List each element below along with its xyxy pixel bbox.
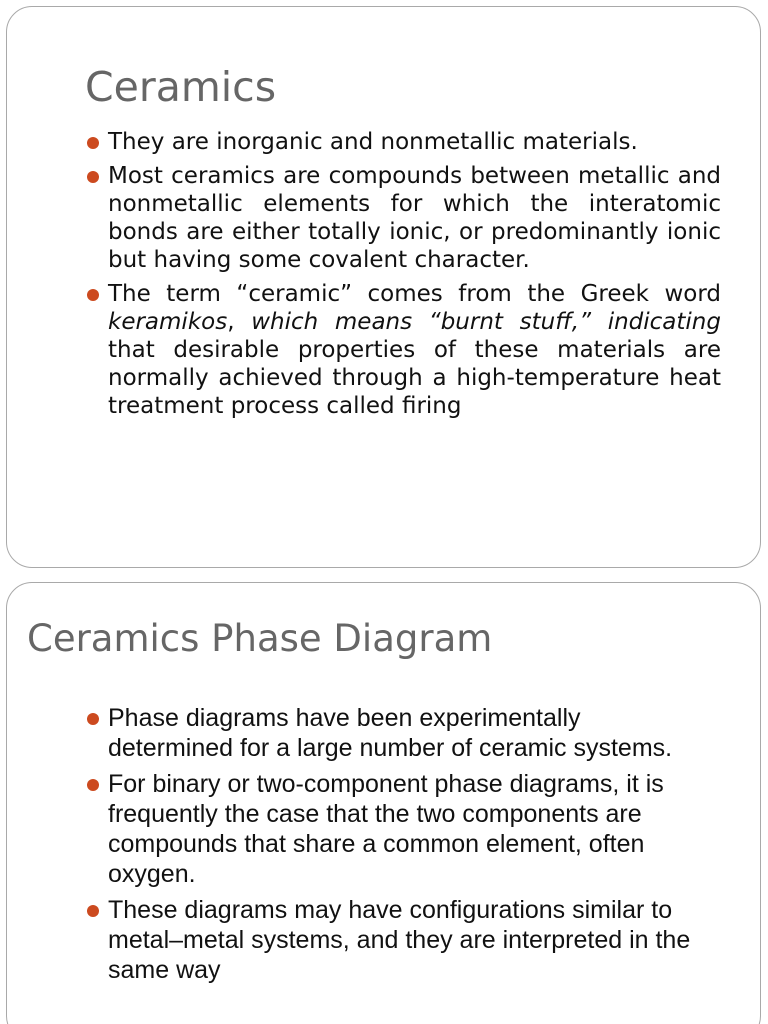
bullet-text-italic: which means “burnt stuff,” indicating [251,309,721,335]
bullet-text-part: The term “ceramic” comes from the Greek word [108,281,721,307]
bullet-item [85,703,705,763]
bullet-text-italic: keramikos [108,309,228,335]
bullet-dot-icon [87,713,99,725]
bullet-item [85,769,705,889]
bullet-dot-icon [87,289,99,301]
bullet-text: For binary or two-component phase diagrams, it is frequently the case that the two components are compounds that share a common element, often oxygen. [108,770,664,888]
slide-ceramics-phase-diagram [6,582,761,1024]
bullet-list [85,128,721,426]
bullet-dot-icon [87,171,99,183]
bullet-item [85,895,705,985]
bullet-item [85,280,721,420]
slide-title: Ceramics Phase Diagram [27,617,493,660]
bullet-dot-icon [87,137,99,149]
bullet-text: These diagrams may have configurations similar to metal–metal systems, and they are interpreted in the same way [108,896,691,984]
slide-title: Ceramics [85,63,277,111]
bullet-list [85,703,705,991]
bullet-dot-icon [87,905,99,917]
bullet-text: Most ceramics are compounds between metallic and nonmetallic elements for which the interatomic bonds are either totally ionic, or predominantly ionic but having some covalent character. [108,163,721,273]
bullet-text: Phase diagrams have been experimentally determined for a large number of ceramic systems. [108,704,673,762]
slide-ceramics [6,6,761,568]
bullet-text: They are inorganic and nonmetallic materials. [108,129,638,155]
bullet-text-part: , [227,309,252,335]
bullet-item [85,128,721,156]
bullet-dot-icon [87,779,99,791]
bullet-text-part: that desirable properties of these materials are normally achieved through a high-temperature heat treatment process called firing [108,337,721,419]
bullet-item [85,162,721,274]
